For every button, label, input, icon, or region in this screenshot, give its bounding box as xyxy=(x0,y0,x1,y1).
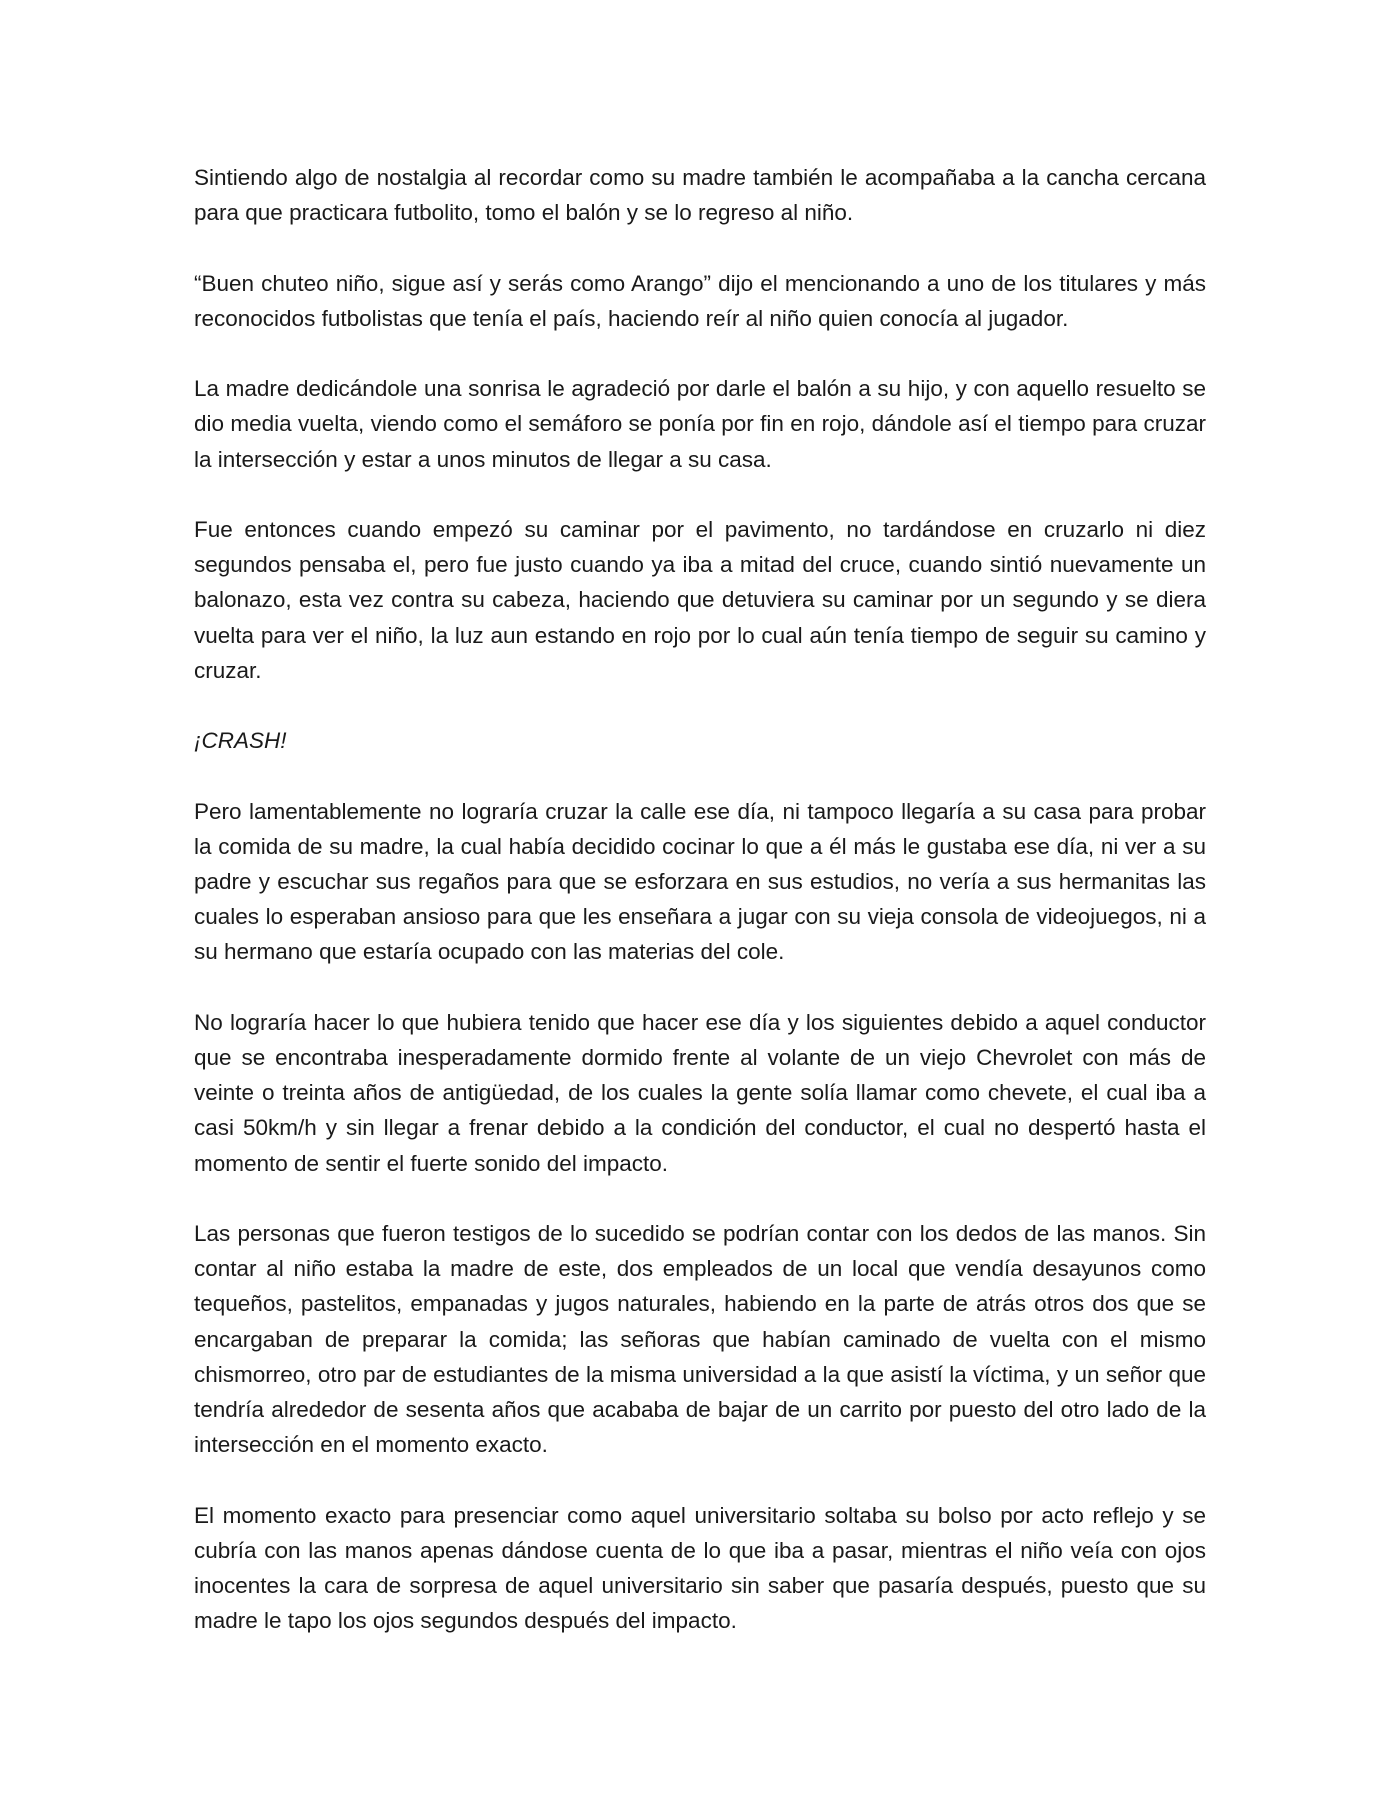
paragraph-1: Sintiendo algo de nostalgia al recordar como su madre también le acompañaba a la cancha cercana para que practicara futbolito, tomo el balón y se lo regreso al niño. xyxy=(194,165,1206,226)
paragraph-6: Pero lamentablemente no lograría cruzar la calle ese día, ni tampoco llegaría a su casa para probar la comida de su madre, la cual había decidido cocinar lo que a él más le gustaba ese día, ni ver a su padre y escuchar sus regaños para que se esforzara en sus estudios, no vería a sus hermanitas las cuales lo esperaban ansioso para que les enseñara a jugar con su vieja consola de videojuegos, ni a su hermano que estaría ocupado con las materias del cole. xyxy=(194,798,1206,965)
paragraph-9: El momento exacto para presenciar como aquel universitario soltaba su bolso por acto reflejo y se cubría con las manos apenas dándose cuenta de lo que iba a pasar, mientras el niño veía con ojos inocentes la cara de sorpresa de aquel universitario sin saber que pasaría después, puesto que su madre le tapo los ojos segundos después del impacto. xyxy=(194,1502,1206,1634)
document-body xyxy=(194,160,1206,1674)
paragraph-8: Las personas que fueron testigos de lo sucedido se podrían contar con los dedos de las manos. Sin contar al niño estaba la madre de este, dos empleados de un local que vendía desayunos como tequeños, pastelitos, empanadas y jugos naturales, habiendo en la parte de atrás otros dos que se encargaban de preparar la comida; las señoras que habían caminado de vuelta con el mismo chismorreo, otro par de estudiantes de la misma universidad a la que asistí la víctima, y un señor que tendría alrededor de sesenta años que acababa de bajar de un carrito por puesto del otro lado de la intersección en el momento exacto. xyxy=(194,1220,1206,1458)
paragraph-2: “Buen chuteo niño, sigue así y serás como Arango” dijo el mencionando a uno de los titulares y más reconocidos futbolistas que tenía el país, haciendo reír al niño quien conocía al jugador. xyxy=(194,270,1206,331)
paragraph-7: No lograría hacer lo que hubiera tenido que hacer ese día y los siguientes debido a aquel conductor que se encontraba inesperadamente dormido frente al volante de un viejo Chevrolet con más de veinte o treinta años de antigüedad, de los cuales la gente solía llamar como chevete, el cual iba a casi 50km/h y sin llegar a frenar debido a la condición del conductor, el cual no despertó hasta el momento de sentir el fuerte sonido del impacto. xyxy=(194,1009,1206,1176)
paragraph-3: La madre dedicándole una sonrisa le agradeció por darle el balón a su hijo, y con aquello resuelto se dio media vuelta, viendo como el semáforo se ponía por fin en rojo, dándole así el tiempo para cruzar la intersección y estar a unos minutos de llegar a su casa. xyxy=(194,376,1206,472)
crash-exclamation: ¡CRASH! xyxy=(194,728,287,754)
paragraph-4: Fue entonces cuando empezó su caminar por el pavimento, no tardándose en cruzarlo ni diez segundos pensaba el, pero fue justo cuando ya iba a mitad del cruce, cuando sintió nuevamente un balonazo, esta vez contra su cabeza, haciendo que detuviera su caminar por un segundo y se diera vuelta para ver el niño, la luz aun estando en rojo por lo cual aún tenía tiempo de seguir su camino y cruzar. xyxy=(194,516,1206,683)
